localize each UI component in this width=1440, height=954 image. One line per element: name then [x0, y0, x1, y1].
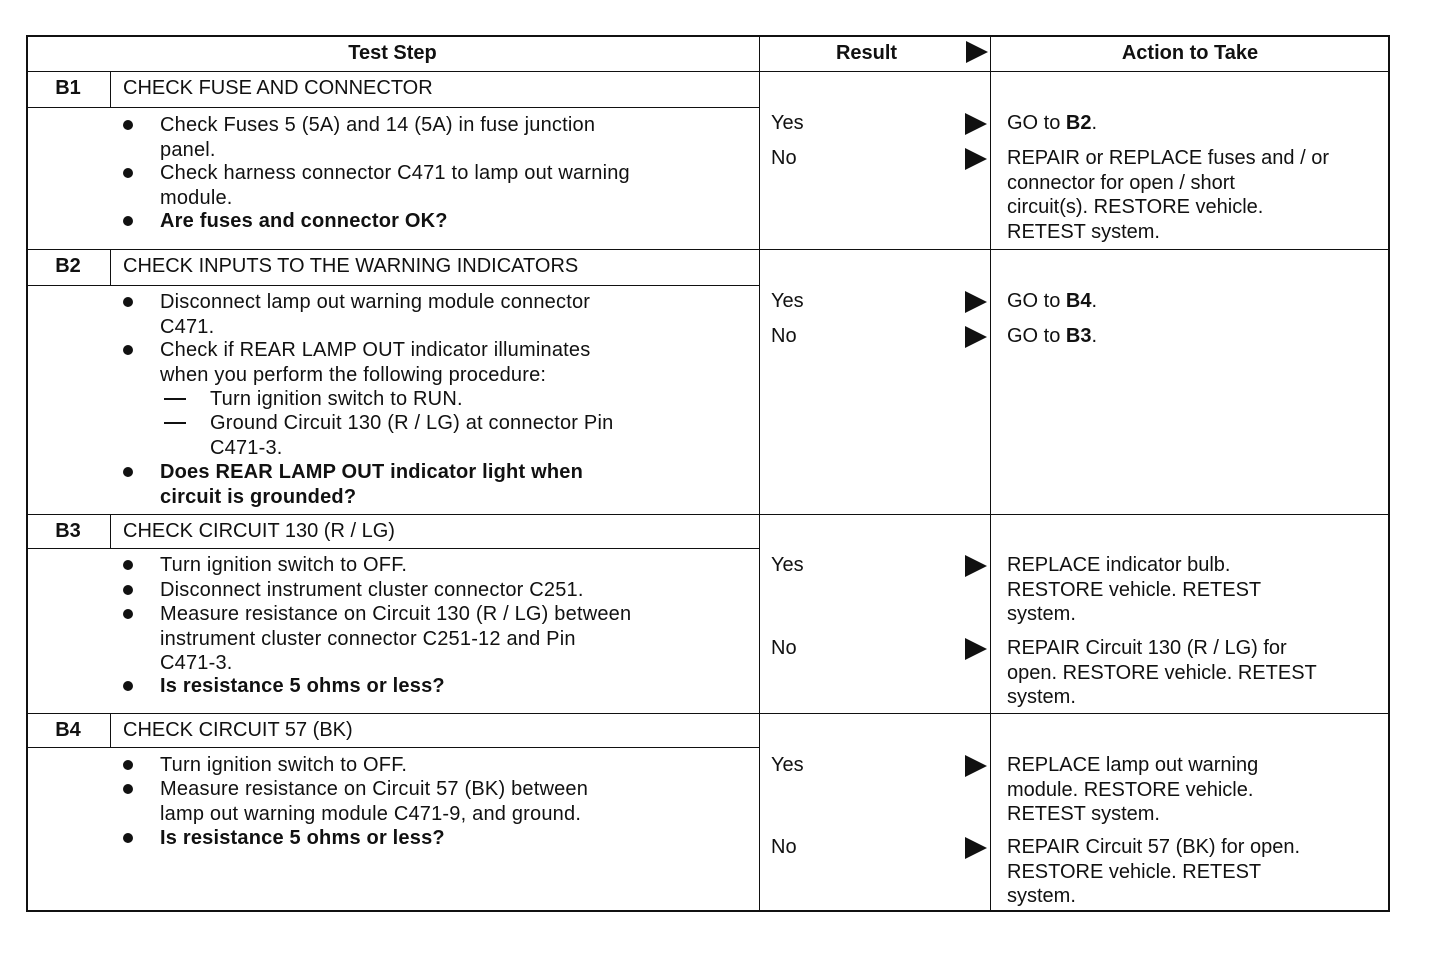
action-text: REPLACE indicator bulb. RESTORE vehicle. RETEST system. — [1007, 554, 1262, 625]
step-code-divider — [110, 249, 111, 285]
action-text: REPLACE lamp out warning module. RESTORE vehicle. RETEST system. — [1007, 754, 1259, 825]
dash-icon — [164, 422, 186, 424]
step-code-divider — [110, 514, 111, 548]
instruction-text: Check if REAR LAMP OUT indicator illuminates when you perform the following procedure: — [160, 339, 591, 386]
bullet-icon — [123, 345, 133, 355]
step-title-divider — [26, 747, 759, 748]
result-yes: Yes — [771, 754, 804, 776]
header-test-step: Test Step — [348, 42, 437, 64]
bullet-icon — [123, 297, 133, 307]
instruction-text: Is resistance 5 ohms or less? — [160, 675, 445, 697]
action-text: REPAIR or REPLACE fuses and / or connector for open / short circuit(s). RESTORE vehicle. RETEST system. — [1007, 147, 1329, 243]
bullet-icon — [123, 467, 133, 477]
arrow-right-icon — [965, 148, 987, 170]
instruction-text: Disconnect lamp out warning module connector C471. — [160, 291, 591, 338]
result-yes: Yes — [771, 554, 804, 576]
bullet-icon — [123, 168, 133, 178]
instruction-text: Measure resistance on Circuit 130 (R / LG) between instrument cluster connector C251-12 and Pin C471-3. — [160, 603, 632, 674]
instruction-text: Check Fuses 5 (5A) and 14 (5A) in fuse junction panel. — [160, 114, 596, 161]
bullet-icon — [123, 681, 133, 691]
bullet-icon — [123, 585, 133, 595]
step-title-divider — [26, 548, 759, 549]
dash-icon — [164, 398, 186, 400]
step-code: B2 — [55, 255, 81, 277]
bullet-icon — [123, 760, 133, 770]
arrow-right-icon — [965, 326, 987, 348]
result-no: No — [771, 147, 797, 169]
arrow-right-icon — [965, 837, 987, 859]
step-code: B4 — [55, 719, 81, 741]
arrow-right-icon — [965, 555, 987, 577]
column-divider-action — [990, 35, 991, 912]
column-divider-result — [759, 35, 760, 912]
step-title: CHECK CIRCUIT 57 (BK) — [123, 719, 353, 741]
bullet-icon — [123, 784, 133, 794]
instruction-text: Turn ignition switch to OFF. — [160, 754, 408, 776]
step-title: CHECK INPUTS TO THE WARNING INDICATORS — [123, 255, 579, 277]
instruction-text: Is resistance 5 ohms or less? — [160, 827, 445, 849]
arrow-right-icon — [965, 291, 987, 313]
arrow-right-icon — [965, 755, 987, 777]
bullet-icon — [123, 833, 133, 843]
step-title-divider — [26, 107, 759, 108]
instruction-text: Are fuses and connector OK? — [160, 210, 448, 232]
result-yes: Yes — [771, 290, 804, 312]
header-result: Result — [835, 42, 898, 64]
bullet-icon — [123, 120, 133, 130]
step-code: B3 — [55, 520, 81, 542]
instruction-text: Ground Circuit 130 (R / LG) at connector Pin C471-3. — [210, 412, 614, 459]
result-no: No — [771, 637, 797, 659]
step-code-divider — [110, 713, 111, 747]
action-text: GO to B4. — [1007, 290, 1098, 312]
action-text: GO to B2. — [1007, 112, 1098, 134]
instruction-text: Does REAR LAMP OUT indicator light when circuit is grounded? — [160, 461, 584, 508]
instruction-text: Disconnect instrument cluster connector C251. — [160, 579, 584, 601]
action-text: REPAIR Circuit 130 (R / LG) for open. RESTORE vehicle. RETEST system. — [1007, 637, 1317, 708]
arrow-right-icon — [965, 113, 987, 135]
arrow-right-icon — [965, 638, 987, 660]
instruction-text: Measure resistance on Circuit 57 (BK) between lamp out warning module C471-9, and ground. — [160, 778, 589, 825]
step-title: CHECK FUSE AND CONNECTOR — [123, 77, 433, 99]
bullet-icon — [123, 216, 133, 226]
action-text: REPAIR Circuit 57 (BK) for open. RESTORE vehicle. RETEST system. — [1007, 836, 1301, 907]
header-arrow-icon — [966, 41, 988, 63]
step-title-divider — [26, 285, 759, 286]
action-text: GO to B3. — [1007, 325, 1098, 347]
step-code: B1 — [55, 77, 81, 99]
bullet-icon — [123, 609, 133, 619]
header-action: Action to Take — [1121, 42, 1259, 64]
step-title: CHECK CIRCUIT 130 (R / LG) — [123, 520, 395, 542]
result-no: No — [771, 836, 797, 858]
bullet-icon — [123, 560, 133, 570]
result-yes: Yes — [771, 112, 804, 134]
instruction-text: Turn ignition switch to OFF. — [160, 554, 408, 576]
instruction-text: Check harness connector C471 to lamp out warning module. — [160, 162, 630, 209]
step-code-divider — [110, 71, 111, 107]
result-no: No — [771, 325, 797, 347]
instruction-text: Turn ignition switch to RUN. — [210, 388, 463, 410]
